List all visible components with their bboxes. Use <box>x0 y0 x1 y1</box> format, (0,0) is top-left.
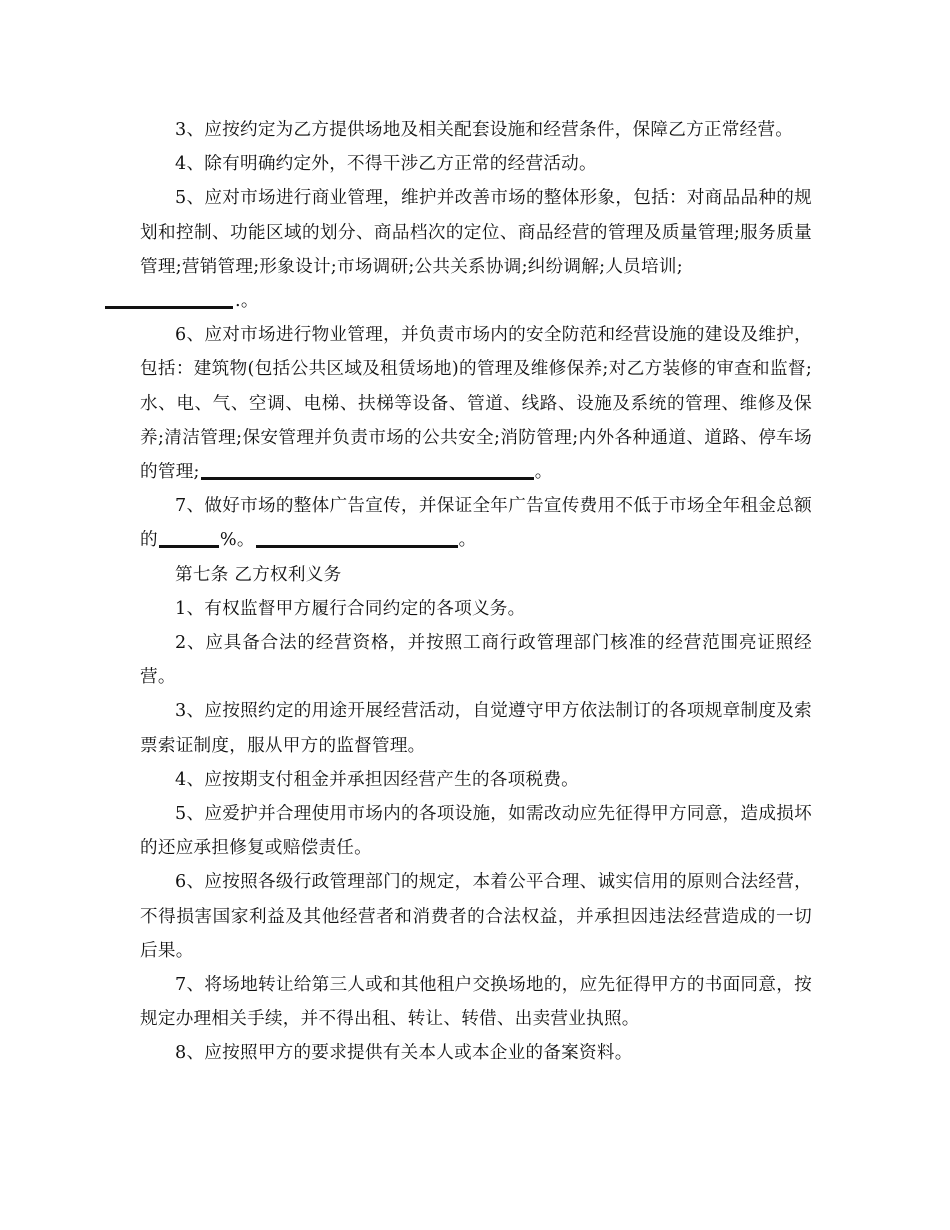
paragraph-item-7 <box>140 489 812 557</box>
article7-item-6: 6、应按照各级行政管理部门的规定，本着公平合理、诚实信用的原则合法经营，不得损害国家利益及其他经营者和消费者的合法权益，并承担因违法经营造成的一切后果。 <box>140 872 812 961</box>
article7-item-8: 8、应按照甲方的要求提供有关本人或本企业的备案资料。 <box>175 1043 633 1064</box>
paragraph-mid: %。 <box>219 530 255 551</box>
article7-item-4: 4、应按期支付租金并承担因经营产生的各项税费。 <box>175 769 580 790</box>
paragraph-item-5 <box>140 181 812 318</box>
paragraph-tail: 。 <box>458 530 477 551</box>
fill-in-blank <box>159 545 219 548</box>
article7-item-2: 2、应具备合法的经营资格，并按照工商行政管理部门核准的经营范围亮证照经营。 <box>140 633 812 688</box>
paragraph-item-4 <box>140 147 812 181</box>
paragraph-tail: 。 <box>534 462 553 483</box>
fill-in-blank <box>256 545 458 548</box>
article7-item-3: 3、应按照约定的用途开展经营活动，自觉遵守甲方依法制订的各项规章制度及索票索证制度，服从甲方的监督管理。 <box>140 701 812 756</box>
article7-item-7: 7、将场地转让给第三人或和其他租户交换场地的，应先征得甲方的书面同意，按规定办理相关手续，并不得出租、转让、转借、出卖营业执照。 <box>140 975 812 1030</box>
fill-in-blank <box>201 477 534 480</box>
document-body <box>140 113 812 1071</box>
article7-item-5: 5、应爱护并合理使用市场内的各项设施，如需改动应先征得甲方同意，造成损坏的还应承担修复或赔偿责任。 <box>140 804 812 859</box>
article-heading: 第七条 乙方权利义务 <box>175 564 342 585</box>
fill-in-blank <box>105 306 233 309</box>
paragraph-tail: .。 <box>235 291 259 312</box>
paragraph-text: 4、除有明确约定外，不得干涉乙方正常的经营活动。 <box>175 154 597 175</box>
paragraph-text: 5、应对市场进行商业管理，维护并改善市场的整体形象，包括：对商品品种的规划和控制、功能区域的划分、商品档次的定位、商品经营的管理及质量管理;服务质量管理;营销管理;形象设计;市场调研;公共关系协调;纠纷调解;人员培训; <box>140 188 812 277</box>
paragraph-text: 6、应对市场进行物业管理，并负责市场内的安全防范和经营设施的建设及维护，包括：建筑物(包括公共区域及租赁场地)的管理及维修保养;对乙方装修的审查和监督;水、电、气、空调、电梯、扶梯等设备、管道、线路、设施及系统的管理、维修及保养;清洁管理;保安管理并负责市场的公共安全;消防管理;内外各种通道、道路、停车场的管理; <box>140 325 812 483</box>
paragraph-text: 7、做好市场的整体广告宣传，并保证全年广告宣传费用不低于市场全年租金总额的 <box>140 496 812 551</box>
paragraph-text: 3、应按约定为乙方提供场地及相关配套设施和经营条件，保障乙方正常经营。 <box>175 120 794 140</box>
paragraph-item-6 <box>140 318 812 489</box>
article7-item-1: 1、有权监督甲方履行合同约定的各项义务。 <box>175 598 526 619</box>
paragraph-item-3 <box>140 113 812 147</box>
